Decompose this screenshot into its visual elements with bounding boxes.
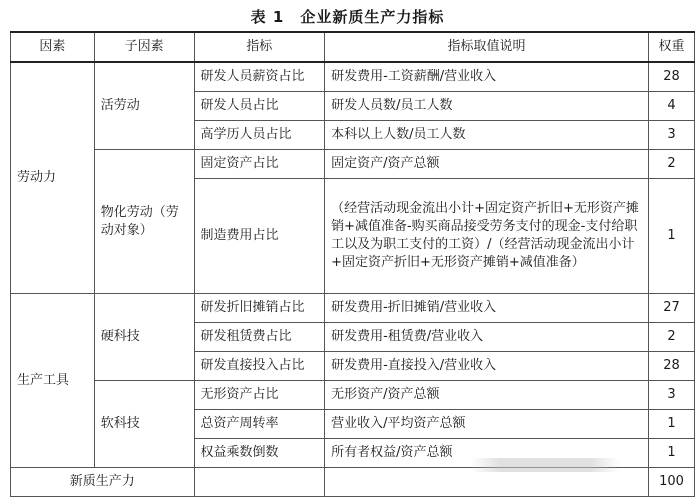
header-description: 指标取值说明 — [325, 32, 649, 62]
subfactor-hard-tech: 硬科技 — [94, 294, 194, 381]
description-cell: 固定资产/资产总额 — [325, 150, 649, 179]
indicator-cell: 权益乘数倒数 — [194, 439, 325, 468]
indicator-cell: 总资产周转率 — [194, 410, 325, 439]
description-cell: 研发人员数/员工人数 — [325, 92, 649, 121]
indicator-table — [10, 31, 695, 497]
empty-cell — [194, 468, 325, 497]
weight-cell: 3 — [648, 121, 694, 150]
description-cell: （经营活动现金流出小计+固定资产折旧+无形资产摊销+减值准备-购买商品接受劳务支付的现金-支付给职工以及为职工支付的工资）/（经营活动现金流出小计+固定资产折旧+无形资产摊销+减值准备） — [325, 179, 649, 294]
weight-cell: 28 — [648, 62, 694, 92]
indicator-cell: 研发人员薪资占比 — [194, 62, 325, 92]
factor-labor: 劳动力 — [11, 62, 95, 294]
header-factor: 因素 — [11, 32, 95, 62]
description-cell: 研发费用-租赁费/营业收入 — [325, 323, 649, 352]
subfactor-materialized-labor: 物化劳动（劳动对象） — [94, 150, 194, 294]
indicator-cell: 固定资产占比 — [194, 150, 325, 179]
weight-cell: 2 — [648, 150, 694, 179]
description-cell: 研发费用-工资薪酬/营业收入 — [325, 62, 649, 92]
table-title: 企业新质生产力指标 — [300, 8, 445, 26]
table-row — [11, 294, 695, 323]
table-row — [11, 150, 695, 179]
weight-cell: 2 — [648, 323, 694, 352]
indicator-cell: 研发折旧摊销占比 — [194, 294, 325, 323]
indicator-cell: 制造费用占比 — [194, 179, 325, 294]
header-weight: 权重 — [648, 32, 694, 62]
description-cell: 无形资产/资产总额 — [325, 381, 649, 410]
header-row — [11, 32, 695, 62]
weight-cell: 27 — [648, 294, 694, 323]
description-cell: 本科以上人数/员工人数 — [325, 121, 649, 150]
weight-cell: 1 — [648, 179, 694, 294]
table-caption — [0, 6, 695, 27]
table-row — [11, 62, 695, 92]
factor-production-tools: 生产工具 — [11, 294, 95, 468]
subfactor-living-labor: 活劳动 — [94, 62, 194, 150]
total-label: 新质生产力 — [11, 468, 195, 497]
weight-cell: 1 — [648, 439, 694, 468]
indicator-cell: 高学历人员占比 — [194, 121, 325, 150]
description-cell: 研发费用-直接投入/营业收入 — [325, 352, 649, 381]
indicator-cell: 研发直接投入占比 — [194, 352, 325, 381]
watermark — [470, 458, 620, 472]
weight-cell: 3 — [648, 381, 694, 410]
description-cell: 所有者权益/资产总额 — [325, 439, 649, 468]
indicator-cell: 研发租赁费占比 — [194, 323, 325, 352]
subfactor-soft-tech: 软科技 — [94, 381, 194, 468]
header-indicator: 指标 — [194, 32, 325, 62]
description-cell: 研发费用-折旧摊销/营业收入 — [325, 294, 649, 323]
weight-cell: 28 — [648, 352, 694, 381]
table-number: 表 1 — [250, 8, 285, 26]
table-row — [11, 381, 695, 410]
description-cell: 营业收入/平均资产总额 — [325, 410, 649, 439]
weight-cell: 1 — [648, 410, 694, 439]
indicator-cell: 研发人员占比 — [194, 92, 325, 121]
header-subfactor: 子因素 — [94, 32, 194, 62]
weight-cell: 4 — [648, 92, 694, 121]
indicator-cell: 无形资产占比 — [194, 381, 325, 410]
total-weight: 100 — [648, 468, 694, 497]
